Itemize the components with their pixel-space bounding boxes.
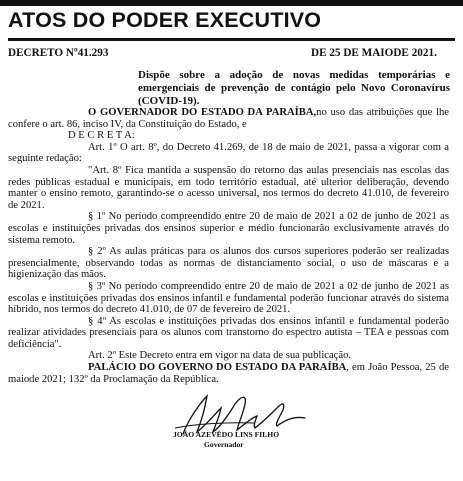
decree-body bbox=[8, 107, 449, 385]
top-rule bbox=[0, 0, 463, 6]
paragraph-1: § 1º No período compreendido entre 20 de maio de 2021 a 02 de junho de 2021 as escolas e instituições privadas dos ensinos superior e médio funcionarão exclusivamente através do sistema remoto. bbox=[8, 211, 449, 246]
signatory-name: JOÃO AZEVÊDO LINS FILHO bbox=[173, 430, 280, 439]
banner-rule bbox=[8, 38, 455, 41]
signatory-role: Governador bbox=[204, 440, 244, 449]
decree-number: DECRETO Nº41.293 bbox=[8, 47, 109, 59]
closing-text: , em João Pessoa, 25 de maiode 2021; 132º da Proclamação da República. bbox=[8, 362, 449, 385]
decree-summary: Dispõe sobre a adoção de novas medidas temporárias e emergenciais de prevenção de contágio pelo Novo Coronavírus (COVID-19). bbox=[138, 69, 450, 107]
decreta-heading: D E C R E T A: bbox=[68, 130, 135, 142]
section-banner: ATOS DO PODER EXECUTIVO bbox=[8, 8, 322, 32]
article-2: Art. 2º Este Decreto entra em vigor na data de sua publicação. bbox=[88, 350, 352, 362]
article-8-text: "Art. 8º Fica mantida a suspensão do retorno das aulas presenciais nas escolas das redes públicas estadual e municipais, em todo território estadual, até ulterior deliberação, devendo manter o ensino remoto, garantindo-se o acesso universal, nos termos do decreto 41.010, de fevereiro de 2021. bbox=[8, 164, 449, 211]
preamble-text: no uso das atribuições que lhe confere o art. 86, inciso IV, da Constituição do Estado, e bbox=[8, 107, 449, 130]
governor-title: O GOVERNADOR DO ESTADO DA PARAÍBA, bbox=[88, 107, 317, 118]
preamble bbox=[8, 107, 449, 130]
paragraph-3: § 3º No período compreendido entre 20 de maio de 2021 a 02 de junho de 2021 as escolas e instituições privadas dos ensinos infantil e fundamental poderão funcionar através do sistema híbrido, nos termos do decreto 41.010, de 07 de fevereiro de 2021. bbox=[8, 280, 449, 316]
decree-date: DE 25 DE MAIODE 2021. bbox=[311, 47, 437, 59]
closing bbox=[8, 362, 449, 385]
paragraph-4: § 4º As escolas e instituições privadas dos ensinos infantil e fundamental poderão realizar atividades presenciais para os alunos com transtorno do espectro autista – TEA e pessoas com deficiência". bbox=[8, 315, 449, 350]
palace-name: PALÁCIO DO GOVERNO DO ESTADO DA PARAÍBA bbox=[88, 362, 347, 374]
paragraph-2: § 2º As aulas práticas para os alunos dos cursos superiores poderão ser realizadas presencialmente, observando todas as normas de distanciamento social, o uso de máscaras e a higienização das mãos. bbox=[8, 246, 449, 281]
article-1: Art. 1º O art. 8º, do Decreto 41.269, de 18 de maio de 2021, passa a vigorar com a seguinte redação: bbox=[8, 141, 449, 165]
